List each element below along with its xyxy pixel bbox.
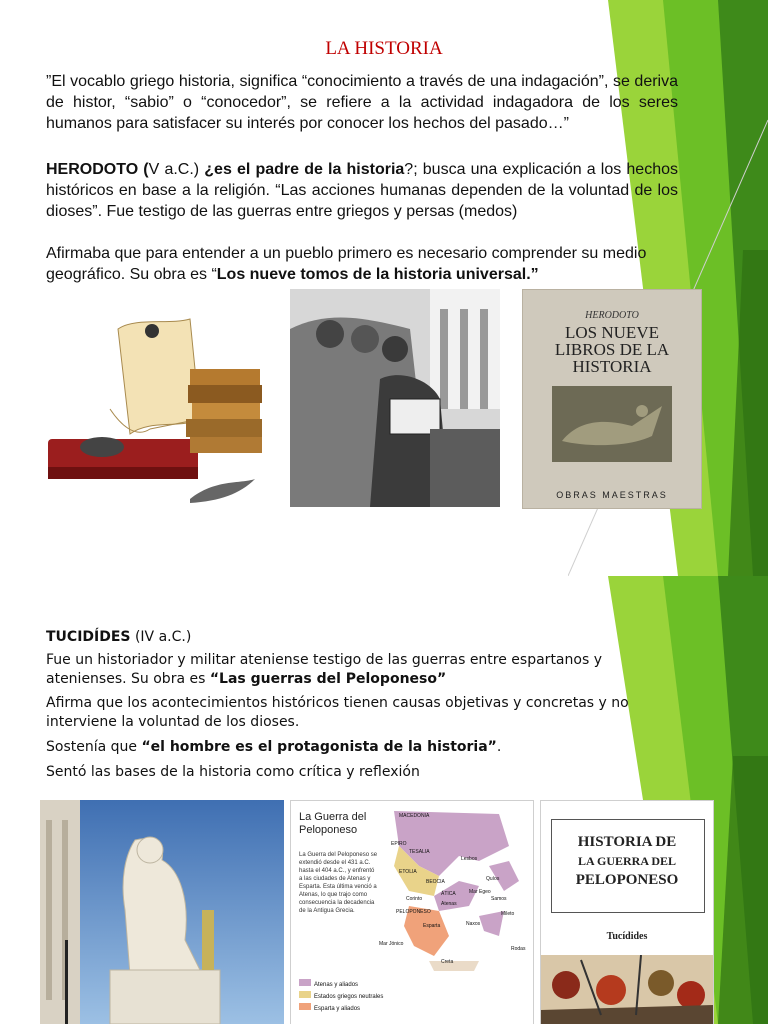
nueve-libros-book-cover xyxy=(522,289,702,509)
scroll-and-books-image xyxy=(40,289,268,525)
map-legend xyxy=(299,979,383,1015)
protagonist-paragraph xyxy=(46,738,682,757)
geography-paragraph xyxy=(46,243,678,285)
map-region-label: Naxos xyxy=(466,921,481,927)
map-region-label: BEOCIA xyxy=(426,879,445,885)
map-title-line-1: La Guerra del xyxy=(299,811,367,823)
tucidides-work: “Las guerras del Peloponeso” xyxy=(209,671,447,687)
battle-scene-image xyxy=(541,955,713,1024)
map-title-line-2: Peloponeso xyxy=(299,824,358,836)
legend-item-athens xyxy=(299,979,383,991)
herodoto-description: ?; busca una explicación a los hechos históricos en base a la religión. “Las acciones humanas dependen de la voluntad de los dioses”. Fue testigo de las guerras entre griegos y persas (medos) xyxy=(46,161,679,220)
protagonist-quote: “el hombre es el protagonista de la historia” xyxy=(141,739,497,755)
herodoto-era: V a.C.) xyxy=(148,161,205,178)
map-region-label: Creta xyxy=(441,959,454,965)
book2-title-line-1: HISTORIA DE xyxy=(577,834,677,850)
herodoto-name: HERODOTO ( xyxy=(46,161,149,178)
book-title-line-3: HISTORIA xyxy=(572,357,652,376)
protagonist-lead: Sostenía que xyxy=(46,739,142,755)
legend-swatch xyxy=(299,1003,311,1010)
guerra-peloponeso-book-cover xyxy=(540,800,714,1024)
legend-swatch xyxy=(299,979,311,986)
tucidides-era: (IV a.C.) xyxy=(130,629,192,645)
map-region-label: ETOLIA xyxy=(399,869,417,875)
map-region-label: EPIRO xyxy=(391,841,407,847)
tucidides-heading xyxy=(46,628,682,647)
legend-label: Atenas y aliados xyxy=(314,982,359,988)
definition-paragraph: ”El vocablo griego historia, significa “conocimiento a través de una indagación”, se deriva de histor, “sabio” o “conocedor”, se refiere a la actividad indagadora de los seres humanos para satisfacer su interés por conocer los hechos del pasado…” xyxy=(46,73,678,132)
herodoto-question: ¿es el padre de la historia xyxy=(204,161,405,178)
map-description: La Guerra del Peloponeso se extendió desde el 431 a.C. hasta el 404 a.C., y enfrentó a las ciudades de Atenas y Esparta. Esta última venció a Atenas, lo que trajo como consecuencia la decadencia de la Antigua Grecia. xyxy=(299,852,378,914)
critique-paragraph: Sentó las bases de la historia como crítica y reflexión xyxy=(46,764,420,780)
map-region-label: Mar Jónico xyxy=(379,941,404,947)
book2-author: Tucídides xyxy=(606,931,648,942)
book-title xyxy=(523,324,701,375)
map-region-label: Mileto xyxy=(501,911,515,917)
herodoto-paragraph xyxy=(46,159,678,222)
map-region-label: TESALIA xyxy=(409,849,430,855)
slide-tucidides xyxy=(0,576,768,1024)
causes-paragraph: Afirma que los acontecimientos históricos tienen causas objetivas y concretas y no interviene la voluntad de los dioses. xyxy=(46,695,629,730)
map-region-label: Atenas xyxy=(441,901,457,907)
book-title-line-1: LOS NUEVE xyxy=(565,323,659,342)
legend-item-sparta xyxy=(299,1003,383,1015)
tucidides-statue-photo xyxy=(40,800,284,1024)
map-region-label: Lesbos xyxy=(461,856,478,862)
legend-swatch xyxy=(299,991,311,998)
historian-paragraph xyxy=(46,651,682,689)
book-collection: OBRAS MAESTRAS xyxy=(556,490,668,500)
map-region-label: MACEDONIA xyxy=(399,813,430,819)
legend-item-neutral xyxy=(299,991,383,1003)
geography-text: Afirmaba que para entender a un pueblo primero es necesario comprender su medio geográfico. Su obra es “ xyxy=(46,245,647,283)
herodotus-reading-engraving xyxy=(290,289,500,507)
legend-label: Estados griegos neutrales xyxy=(314,994,384,1000)
book2-title-line-3: PELOPONESO xyxy=(575,872,679,888)
book2-title xyxy=(541,833,713,890)
map-region-label: Esparta xyxy=(423,923,441,929)
peloponeso-war-map xyxy=(290,800,534,1024)
map-region-label: Corinto xyxy=(406,896,423,902)
map-region-label: Rodas xyxy=(511,946,526,952)
protagonist-end: . xyxy=(496,739,502,755)
map-region-label: PELOPONESO xyxy=(396,909,431,915)
map-title xyxy=(299,811,366,837)
slide-title: LA HISTORIA xyxy=(325,38,443,59)
relief-image xyxy=(552,386,672,462)
map-region-label: Samos xyxy=(491,896,507,902)
legend-label: Esparta y aliados xyxy=(314,1006,361,1012)
historian-text: Fue un historiador y militar ateniense testigo de las guerras entre espartanos y atenienses. Su obra es xyxy=(46,652,602,687)
map-region-label: Mar Egeo xyxy=(469,889,491,895)
book2-title-line-2: LA GUERRA DEL xyxy=(577,854,677,868)
tucidides-name: TUCIDÍDES xyxy=(46,629,131,645)
book-author: HERODOTO xyxy=(585,310,639,321)
map-region-label: Quíos xyxy=(486,876,500,882)
herodoto-work: Los nueve tomos de la historia universal.” xyxy=(216,266,539,283)
map-region-label: ÁTICA xyxy=(441,891,456,897)
book-title-line-2: LIBROS DE LA xyxy=(554,340,670,359)
